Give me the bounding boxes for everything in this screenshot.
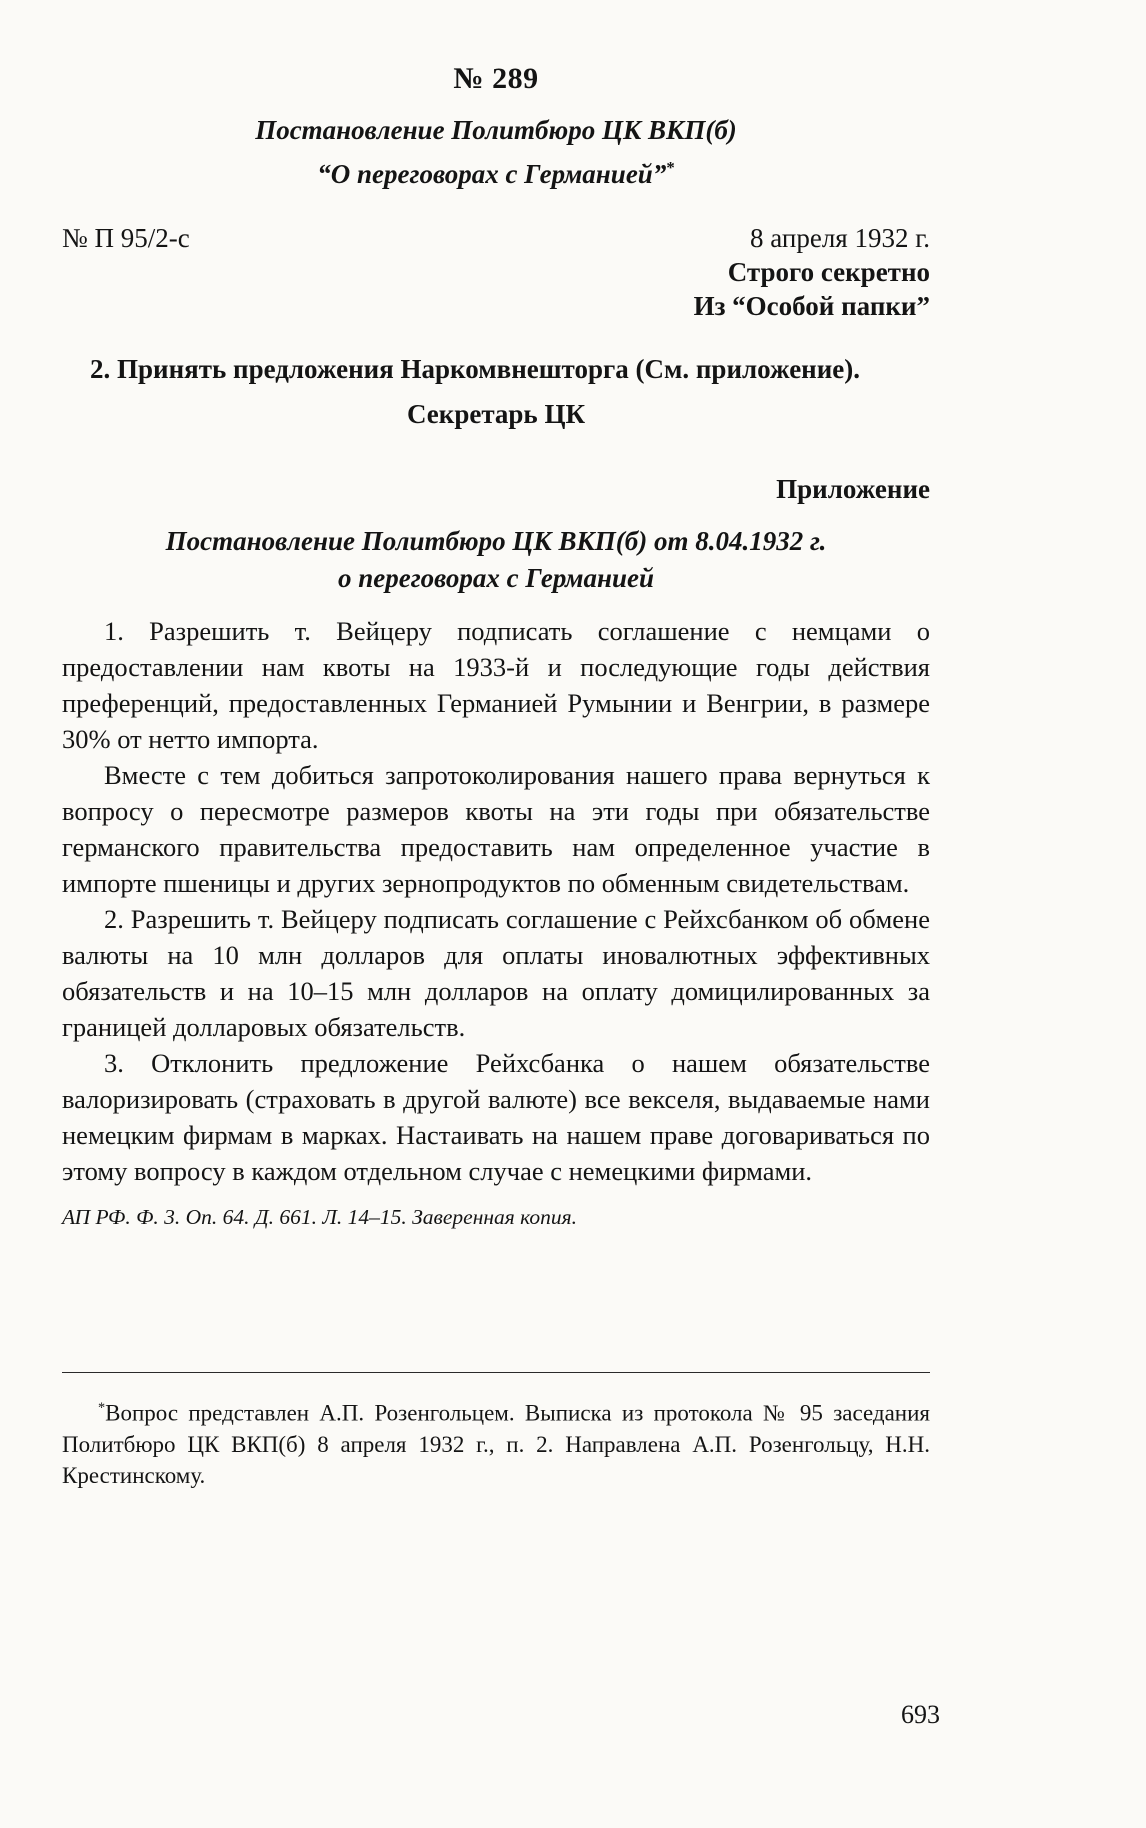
body-paragraph-4: 3. Отклонить предложение Рейхсбанка о нашем обязательстве валоризировать (страховать в другой валюте) все векселя, выдаваемые нами немецким фирмам в марках. Настаивать на нашем праве договариваться по этому вопросу в каждом отдельном случае с немецкими фирмами. — [62, 1048, 930, 1186]
document-title-line1: Постановление Политбюро ЦК ВКП(б) — [255, 115, 737, 145]
secrecy-stamp-line2: Из “Особой папки” — [693, 291, 930, 321]
signature-line: Секретарь ЦК — [406, 399, 586, 429]
document-meta — [62, 221, 930, 323]
protocol-number: № П 95/2-с — [62, 223, 190, 253]
page-number: 693 — [901, 1700, 940, 1729]
attachment-title-line1: Постановление Политбюро ЦК ВКП(б) от 8.04.1932 г. — [165, 526, 827, 556]
footnote-marker-reference: * — [666, 158, 675, 177]
attachment-label: Приложение — [776, 474, 930, 504]
footnote-marker: * — [98, 1400, 106, 1416]
resolution-decision-text: 2. Принять предложения Наркомвнешторга (См. приложение). — [90, 354, 861, 384]
document-title-line2: “О переговорах с Германией” — [317, 159, 667, 189]
attachment-title-line2: о переговорах с Германией — [337, 563, 655, 593]
document-date: 8 апреля 1932 г. — [750, 223, 930, 253]
body-paragraph-2: Вместе с тем добиться запротоколирования нашего права вернуться к вопросу о пересмотре размеров квоты на эти годы при обязательстве германского правительства предоставить нам определенное участие в импорте пшеницы и других зернопродуктов по обменным свидетельствам. — [62, 760, 930, 898]
attachment-title — [62, 523, 930, 597]
meta-right-block — [694, 221, 930, 323]
footnote-separator-rule — [62, 1372, 930, 1373]
footnote-text-wrap — [62, 1393, 930, 1491]
footnote-text: Вопрос представлен А.П. Розенгольцем. Выписка из протокола № 95 заседания Политбюро ЦК ВКП(б) 8 апреля 1932 г., п. 2. Направлена А.П. Розенгольцу, Н.Н. Крестинскому. — [62, 1400, 930, 1488]
attachment-body — [62, 613, 930, 1189]
archive-reference: АП РФ. Ф. 3. Оп. 64. Д. 661. Л. 14–15. Заверенная копия. — [62, 1205, 578, 1229]
document-title-line2-wrap — [62, 149, 930, 193]
body-paragraph-3: 2. Разрешить т. Вейцеру подписать соглашение с Рейхсбанком об обмене валюты на 10 млн долларов для оплаты иновалютных эффективных обязательств и на 10–15 млн долларов на оплату домицилированных за границей долларовых обязательств. — [62, 904, 930, 1042]
document-title — [62, 112, 930, 193]
footnote-block — [62, 1372, 930, 1491]
document-number-heading: № 289 — [453, 62, 539, 95]
body-paragraph-1: 1. Разрешить т. Вейцеру подписать соглашение с немцами о предоставлении нам квоты на 1933-й и последующие годы действия преференций, предоставленных Германией Румынии и Венгрии, в размере 30% от нетто импорта. — [62, 616, 930, 754]
secrecy-stamp-line1: Строго секретно — [727, 257, 930, 287]
